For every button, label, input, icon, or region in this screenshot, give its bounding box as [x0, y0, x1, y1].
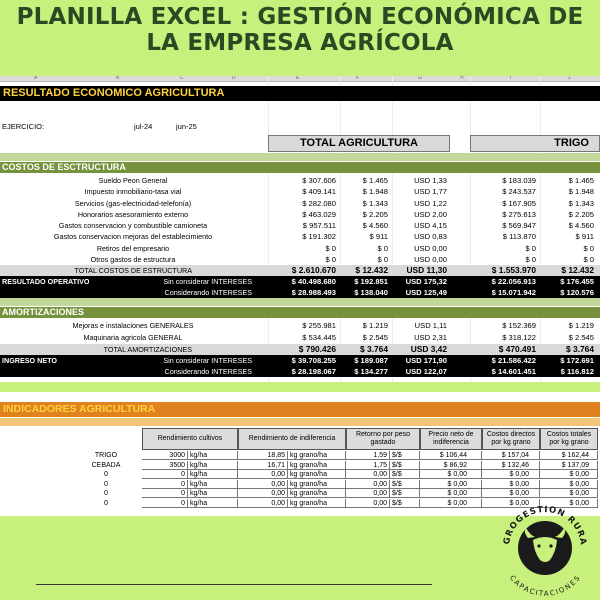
row-g2: $ 1.219 — [568, 321, 594, 330]
ret-value: 0,00 — [346, 499, 390, 508]
ct-value: $ 0,00 — [540, 480, 598, 489]
ct-value: $ 0,00 — [540, 489, 598, 498]
row-label: Servicios (gas-electricidad-telefonía) — [74, 198, 192, 208]
page-title — [0, 4, 600, 56]
cd-value: $ 0,00 — [482, 499, 540, 508]
ret-unit: $/$ — [390, 470, 420, 479]
total-amort-g2: $ 3.764 — [566, 344, 594, 354]
row-g2: $ 172.691 — [560, 356, 594, 365]
table-row[interactable] — [0, 276, 600, 287]
footer-line — [36, 584, 432, 585]
indif-value: 18,85 — [238, 451, 288, 460]
row-label: Gastos conservacion mejoras del establecimiento — [53, 232, 213, 242]
row-label: Sueldo Peon General — [98, 176, 168, 185]
row-t3: USD 0,00 — [414, 254, 447, 264]
row-g1: $ 152.369 — [502, 321, 536, 330]
row-t2: $ 1.465 — [362, 176, 388, 185]
row-g2: $ 0 — [583, 254, 594, 264]
row-t2: $ 2.205 — [362, 209, 388, 219]
total-costos-g1: $ 1.553.970 — [491, 265, 536, 275]
row-t2: $ 4.560 — [362, 221, 388, 230]
spacer-bar — [0, 153, 600, 161]
row-t1: $ 191.302 — [302, 232, 336, 242]
total-amort-g1: $ 470.491 — [498, 344, 536, 354]
ct-value: $ 137,09 — [540, 461, 598, 470]
row-t3: USD 1,22 — [414, 198, 447, 208]
crop-name: 0 — [104, 480, 108, 488]
rend-value: 3500 — [142, 461, 188, 470]
row-t2: $ 911 — [369, 232, 388, 242]
logo-top-text: GROGESTION RURA — [502, 504, 589, 547]
row-t2: $ 1.343 — [362, 198, 388, 208]
ind-header-retorno: Retorno por peso gastado — [346, 428, 420, 450]
row-sublabel: Considerando INTERESES — [164, 367, 252, 376]
total-costos-t3: USD 11,30 — [406, 265, 447, 275]
resultado-operativo-label: RESULTADO OPERATIVO — [2, 277, 90, 286]
row-t1: $ 28.988.493 — [291, 288, 336, 297]
ret-value: 0,00 — [346, 470, 390, 479]
crop-name: 0 — [104, 471, 108, 478]
total-costos-t1: $ 2.610.670 — [291, 265, 336, 275]
row-t3: USD 1,11 — [414, 321, 447, 330]
ret-unit: $/$ — [390, 451, 420, 460]
crop-name: TRIGO — [94, 452, 118, 459]
row-g1: $ 15.071.942 — [491, 288, 536, 297]
indif-unit: kg grano/ha — [288, 480, 346, 489]
header-total-agricultura: TOTAL AGRICULTURA — [268, 135, 450, 152]
costos-title: COSTOS DE ESCTRUCTURA — [2, 162, 126, 172]
indif-unit: kg grano/ha — [288, 489, 346, 498]
indif-unit: kg grano/ha — [288, 470, 346, 479]
row-t1: $ 534.445 — [302, 332, 336, 342]
row-t1: $ 409.141 — [302, 187, 336, 197]
row-g1: $ 14.601.451 — [491, 367, 536, 376]
amort-title-bar — [0, 307, 268, 318]
rend-value: 0 — [142, 470, 188, 479]
indif-value: 0,00 — [238, 470, 288, 479]
total-amort-label: TOTAL AMORTIZACIONES — [103, 345, 192, 354]
column-letter[interactable]: C — [180, 76, 184, 81]
row-t3: USD 0,00 — [414, 243, 447, 253]
row-g1: $ 22.056.913 — [491, 277, 536, 286]
ret-unit: $/$ — [390, 461, 420, 470]
row-t2: $ 0 — [377, 254, 388, 264]
table-row[interactable] — [0, 231, 600, 242]
row-g2: $ 1.465 — [568, 176, 594, 185]
ct-value: $ 0,00 — [540, 499, 598, 508]
column-header-row — [0, 76, 600, 82]
row-t1: $ 0 — [325, 243, 336, 253]
row-label: Impuesto inmobiliario-tasa vial — [84, 187, 182, 197]
row-g1: $ 243.537 — [502, 187, 536, 197]
rend-unit: kg/ha — [188, 480, 238, 489]
indif-unit: kg grano/ha — [288, 499, 346, 508]
column-letter[interactable]: H — [460, 76, 464, 81]
row-g1: $ 21.586.422 — [491, 356, 536, 365]
brand-logo-graphic — [490, 490, 600, 600]
table-row[interactable] — [0, 220, 600, 231]
row-g1: $ 569.947 — [502, 221, 536, 230]
row-g1: $ 0 — [525, 254, 536, 264]
ind-header-precio: Precio neto de indiferencia — [420, 428, 482, 450]
row-t1: $ 40.498.680 — [291, 277, 336, 286]
ret-value: 0,00 — [346, 489, 390, 498]
rend-unit: kg/ha — [188, 470, 238, 479]
indif-unit: kg grano/ha — [288, 451, 346, 460]
row-g2: $ 4.560 — [568, 221, 594, 230]
row-g1: $ 275.613 — [502, 209, 536, 219]
row-g2: $ 911 — [575, 232, 594, 242]
ejercicio-label: EJERCICIO: — [2, 122, 45, 131]
row-t1: $ 957.511 — [302, 221, 336, 230]
row-g2: $ 1.948 — [568, 187, 594, 197]
ind-header-rendimiento: Rendimiento cultivos — [142, 428, 238, 450]
indicadores-title: INDICADORES AGRICULTURA — [3, 403, 156, 415]
row-t1: $ 0 — [325, 254, 336, 264]
indif-value: 0,00 — [238, 480, 288, 489]
rend-value: 0 — [142, 499, 188, 508]
column-letter[interactable]: B — [116, 76, 120, 81]
spacer-bar — [0, 298, 600, 306]
row-t2: $ 134.277 — [354, 367, 388, 376]
column-letter[interactable]: J — [568, 76, 571, 81]
costos-title-bar — [0, 162, 268, 173]
column-letter[interactable]: I — [510, 76, 512, 81]
ind-header-costos-directos: Costos directos por kg grano — [482, 428, 540, 450]
ind-header-indiferencia: Rendimiento de indiferencia — [238, 428, 346, 450]
row-t2: $ 138.040 — [354, 288, 388, 297]
table-row[interactable] — [0, 209, 600, 220]
row-t1: $ 39.708.255 — [291, 356, 336, 365]
row-t1: $ 282.080 — [302, 198, 336, 208]
costos-title-bar-ext — [268, 162, 600, 173]
table-row[interactable] — [0, 320, 600, 331]
table-row[interactable] — [0, 366, 600, 377]
indicadores-spacer — [0, 418, 600, 426]
row-label: Maquinaria agricola GENERAL — [83, 332, 183, 342]
indif-value: 0,00 — [238, 499, 288, 508]
row-label: Honorarios asesoramiento externo — [77, 209, 189, 219]
precio-value: $ 0,00 — [420, 470, 482, 479]
row-t3: USD 4,15 — [414, 221, 447, 230]
rend-value: 3000 — [142, 451, 188, 460]
ct-value: $ 0,00 — [540, 470, 598, 479]
precio-value: $ 0,00 — [420, 480, 482, 489]
table-row[interactable] — [0, 470, 600, 479]
row-g1: $ 167.905 — [502, 198, 536, 208]
row-t3: USD 1,33 — [414, 176, 447, 185]
row-g2: $ 176.455 — [560, 277, 594, 286]
indif-value: 0,00 — [238, 489, 288, 498]
rend-unit: kg/ha — [188, 461, 238, 470]
precio-value: $ 0,00 — [420, 499, 482, 508]
row-t3: USD 122,07 — [405, 367, 447, 376]
column-letter[interactable]: D — [232, 76, 236, 81]
table-row[interactable] — [0, 175, 600, 186]
total-costos-label: TOTAL COSTOS DE ESTRUCTURA — [74, 266, 192, 275]
total-costos-row[interactable] — [0, 265, 600, 276]
table-row[interactable] — [0, 287, 600, 298]
column-letter[interactable]: F — [356, 76, 360, 81]
amort-title-bar-ext — [268, 307, 600, 318]
row-t3: USD 2,31 — [414, 332, 447, 342]
row-g2: $ 2.545 — [568, 332, 594, 342]
rend-unit: kg/ha — [188, 451, 238, 460]
row-t3: USD 2,00 — [414, 209, 447, 219]
precio-value: $ 0,00 — [420, 489, 482, 498]
cd-value: $ 0,00 — [482, 470, 540, 479]
crop-name: 0 — [104, 490, 108, 497]
row-label: Retiros del empresario — [96, 243, 170, 253]
cd-value: $ 157,04 — [482, 451, 540, 460]
crop-name: 0 — [104, 499, 108, 507]
cd-value: $ 0,00 — [482, 480, 540, 489]
rend-value: 0 — [142, 489, 188, 498]
row-label: Mejoras e instalaciones GENERALES — [72, 321, 194, 330]
total-amort-t3: USD 3,42 — [410, 344, 447, 354]
cd-value: $ 0,00 — [482, 489, 540, 498]
crop-name: CEBADA — [91, 461, 121, 469]
row-g1: $ 183.039 — [502, 176, 536, 185]
row-t3: USD 1,77 — [414, 187, 447, 197]
row-sublabel: Sin considerar INTERESES — [163, 277, 252, 286]
row-t2: $ 1.948 — [362, 187, 388, 197]
table-row[interactable] — [0, 186, 600, 197]
amort-title: AMORTIZACIONES — [2, 307, 84, 317]
table-row[interactable] — [0, 480, 600, 489]
table-row[interactable] — [0, 355, 600, 366]
total-amort-row[interactable] — [0, 344, 600, 355]
row-t1: $ 255.981 — [302, 321, 336, 330]
rend-unit: kg/ha — [188, 489, 238, 498]
ct-value: $ 162,44 — [540, 451, 598, 460]
row-t3: USD 125,49 — [405, 288, 447, 297]
section-title-bar — [0, 86, 600, 101]
rend-value: 0 — [142, 480, 188, 489]
column-letter[interactable]: G — [418, 76, 422, 81]
page-title-line1: PLANILLA EXCEL : GESTIÓN ECONÓMICA DE — [16, 4, 584, 30]
row-t1: $ 463.029 — [302, 209, 336, 219]
ind-header-costos-totales: Costos totales por kg grano — [540, 428, 598, 450]
indicadores-title-bar — [0, 402, 600, 417]
ejercicio-from[interactable]: jul-24 — [134, 122, 153, 131]
row-g2: $ 1.343 — [568, 198, 594, 208]
indif-unit: kg grano/ha — [288, 461, 346, 470]
table-row[interactable] — [0, 451, 600, 460]
precio-value: $ 86,92 — [420, 461, 482, 470]
row-t2: $ 1.219 — [362, 321, 388, 330]
section-title: RESULTADO ECONOMICO AGRICULTURA — [3, 87, 225, 99]
total-costos-g2: $ 12.432 — [561, 265, 594, 275]
row-label: Gastos conservacion y combustible camioneta — [58, 221, 208, 230]
ret-unit: $/$ — [390, 489, 420, 498]
row-label: Otros gastos de estructura — [90, 254, 176, 264]
rend-unit: kg/ha — [188, 499, 238, 508]
ret-unit: $/$ — [390, 499, 420, 508]
row-g2: $ 120.576 — [560, 288, 594, 297]
ret-value: 0,00 — [346, 480, 390, 489]
column-letter[interactable]: E — [296, 76, 300, 81]
table-row[interactable] — [0, 243, 600, 254]
table-row[interactable] — [0, 198, 600, 209]
row-g2: $ 0 — [583, 243, 594, 253]
ret-value: 1,59 — [346, 451, 390, 460]
column-letter[interactable]: A — [34, 76, 38, 81]
spreadsheet-resultado — [0, 76, 600, 382]
total-costos-t2: $ 12.432 — [355, 265, 388, 275]
ret-value: 1,75 — [346, 461, 390, 470]
brand-logo — [490, 490, 600, 600]
indif-value: 16,71 — [238, 461, 288, 470]
row-sublabel: Sin considerar INTERESES — [163, 356, 252, 365]
total-amort-t1: $ 790.426 — [298, 344, 336, 354]
row-t2: $ 2.545 — [362, 332, 388, 342]
table-row[interactable] — [0, 332, 600, 343]
ret-unit: $/$ — [390, 480, 420, 489]
precio-value: $ 106,44 — [420, 451, 482, 460]
row-t2: $ 189.087 — [354, 356, 388, 365]
row-t3: USD 175,32 — [405, 277, 447, 286]
ingreso-neto-label: INGRESO NETO — [2, 356, 57, 365]
page-title-line2: LA EMPRESA AGRÍCOLA — [146, 30, 454, 56]
row-sublabel: Considerando INTERESES — [164, 288, 252, 297]
row-g1: $ 318.122 — [502, 332, 536, 342]
row-t3: USD 171,90 — [405, 356, 447, 365]
row-t1: $ 28.198.067 — [291, 367, 336, 376]
logo-bottom-text: CAPACITACIONES — [507, 573, 583, 598]
header-trigo: TRIGO — [470, 135, 600, 152]
table-row[interactable] — [0, 461, 600, 470]
total-amort-t2: $ 3.764 — [360, 344, 388, 354]
row-t3: USD 0,83 — [414, 232, 447, 242]
row-g2: $ 116.812 — [560, 367, 594, 376]
table-row[interactable] — [0, 254, 600, 265]
row-t1: $ 307.606 — [302, 176, 336, 185]
row-t2: $ 0 — [377, 243, 388, 253]
row-g1: $ 0 — [525, 243, 536, 253]
cd-value: $ 132,46 — [482, 461, 540, 470]
row-g1: $ 113.870 — [502, 232, 536, 242]
row-t2: $ 192.851 — [354, 277, 388, 286]
ejercicio-to[interactable]: jun-25 — [176, 122, 197, 131]
row-g2: $ 2.205 — [568, 209, 594, 219]
